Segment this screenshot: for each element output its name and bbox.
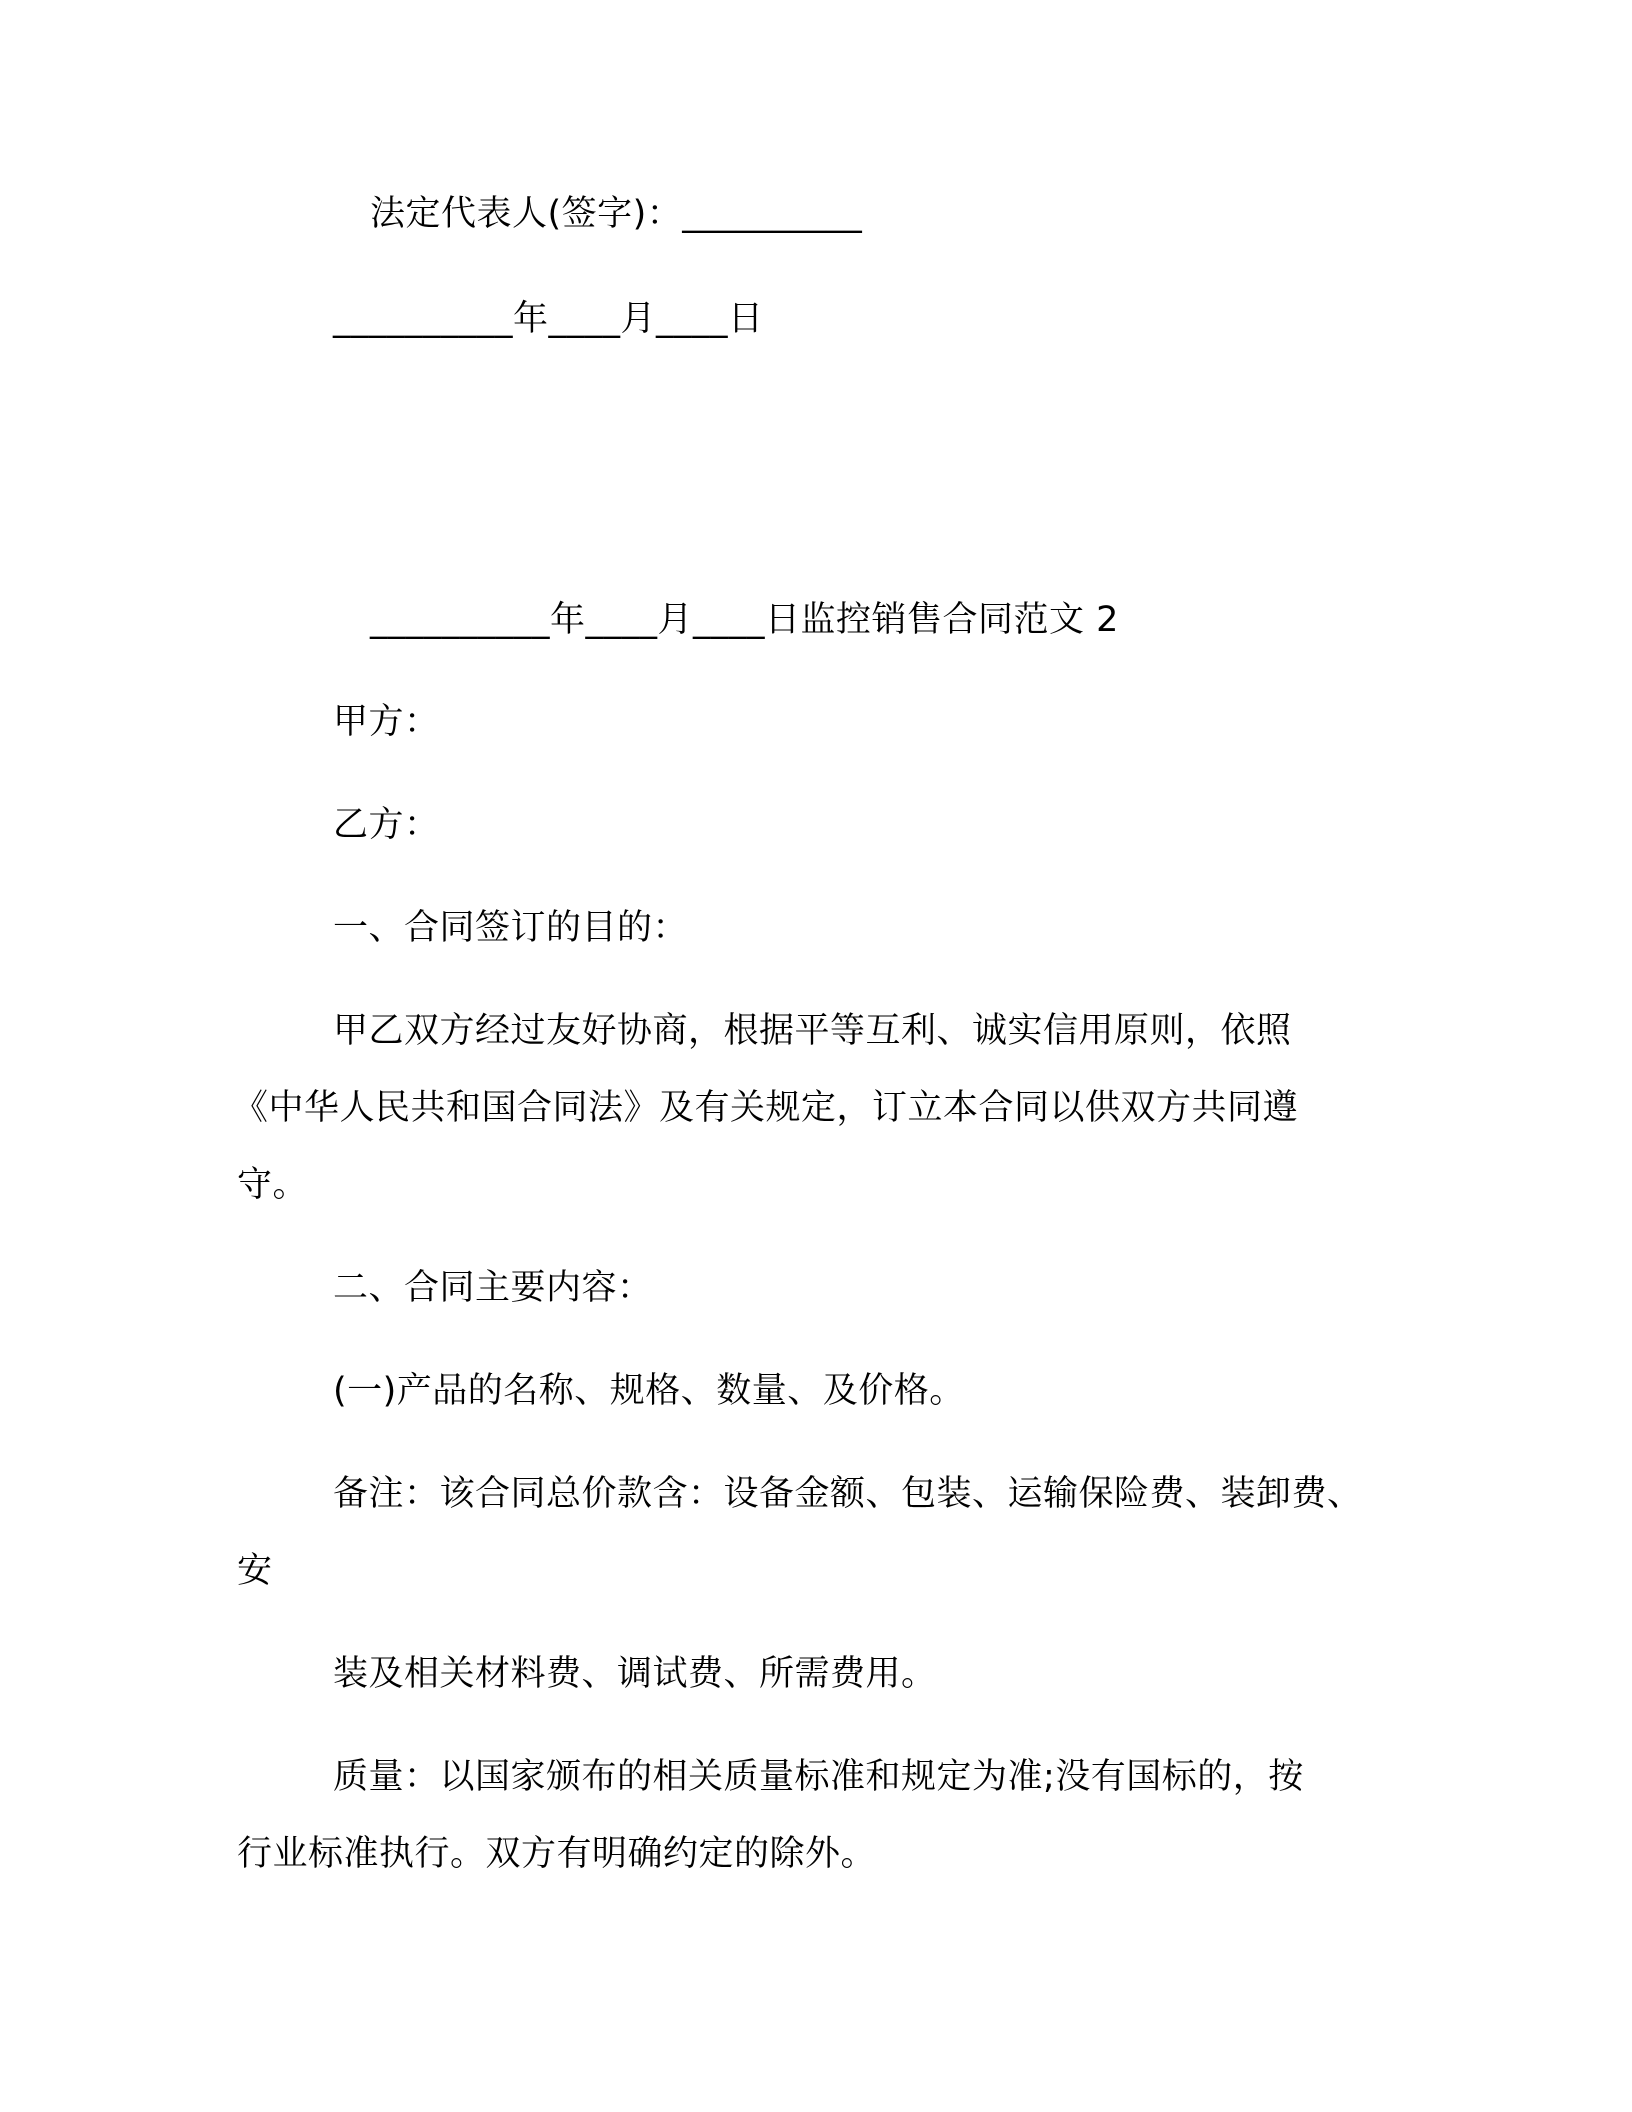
purpose-paragraph-line-2: 《中华人民共和国合同法》及有关规定，订立本合同以供双方共同遵 [233,1088,1299,1128]
item-product-spec: (一)产品的名称、规格、数量、及价格。 [333,1371,965,1411]
note-paragraph-line-2: 安 [237,1551,273,1591]
quality-paragraph-line-1: 质量：以国家颁布的相关质量标准和规定为准;没有国标的，按 [333,1757,1304,1797]
note-paragraph-line-3: 装及相关材料费、调试费、所需费用。 [333,1654,937,1694]
purpose-paragraph-line-1: 甲乙双方经过友好协商，根据平等互利、诚实信用原则，依照 [333,1011,1292,1051]
note-paragraph-line-1: 备注：该合同总价款含：设备金额、包装、运输保险费、装卸费、 [333,1474,1363,1514]
purpose-paragraph-line-3: 守。 [237,1165,309,1205]
party-b-label: 乙方： [333,805,440,845]
signature-date-line: __________年____月____日 [333,299,764,339]
heading-contract-purpose: 一、合同签订的目的： [333,908,689,948]
contract-section-title: __________年____月____日监控销售合同范文 2 [370,600,1119,640]
legal-representative-signature-line: 法定代表人(签字)：__________ [370,194,863,234]
quality-paragraph-line-2: 行业标准执行。双方有明确约定的除外。 [237,1834,877,1874]
party-a-label: 甲方： [333,702,440,742]
heading-main-content: 二、合同主要内容： [333,1268,653,1308]
